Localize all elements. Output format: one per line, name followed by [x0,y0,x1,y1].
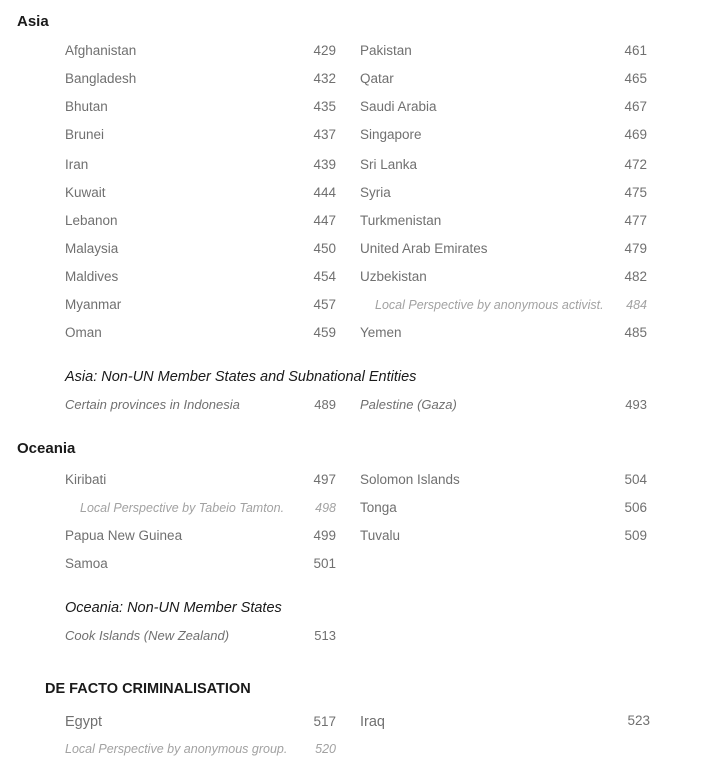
entry-name: Qatar [360,71,394,86]
entry-name: Pakistan [360,43,412,58]
entry-name: Tonga [360,500,397,515]
entry-page: 477 [624,213,647,228]
entry-page: 461 [624,43,647,58]
entry-name: Uzbekistan [360,269,427,284]
section-heading-de-facto: DE FACTO CRIMINALISATION [45,681,251,697]
entry-page: 520 [315,742,336,756]
entry-name: Local Perspective by anonymous group. [65,742,288,756]
subsection-heading-oceania-non-un: Oceania: Non-UN Member States [65,600,282,616]
entry-name: Iraq [360,714,385,730]
entry-name: Samoa [65,556,108,571]
entry-name: Local Perspective by Tabeio Tamton. [80,501,285,515]
entry-name: Oman [65,325,102,340]
entry-name: Brunei [65,127,105,142]
entry-page: 484 [626,298,647,312]
entry-page: 459 [313,325,336,340]
entry-page: 479 [624,241,647,256]
entry-name: United Arab Emirates [360,241,488,256]
entry-page: 447 [313,213,336,228]
subsection-heading-asia-non-un: Asia: Non-UN Member States and Subnational Entities [65,369,417,385]
entry-page: 429 [313,43,336,58]
entry-name: Lebanon [65,213,118,228]
entry-page: 450 [313,241,336,256]
region-heading-oceania: Oceania [17,440,76,457]
entry-page: 472 [624,157,647,172]
entry-name: Solomon Islands [360,472,460,487]
entry-page: 513 [314,628,336,643]
entry-name: Local Perspective by anonymous activist. [375,298,604,312]
entry-name: Kuwait [65,185,106,200]
entry-name: Tuvalu [360,528,401,543]
entry-page: 501 [313,556,336,571]
entry-page: 475 [624,185,647,200]
entry-page: 444 [313,185,336,200]
entry-name: Afghanistan [65,43,137,58]
entry-page: 465 [624,71,647,86]
entry-page: 469 [624,127,647,142]
entry-page: 509 [624,528,647,543]
entry-name: Yemen [360,325,402,340]
entry-page: 437 [313,127,336,142]
entry-name: Singapore [360,127,422,142]
entry-name: Maldives [65,269,119,284]
entry-name: Egypt [65,714,103,730]
entry-name: Kiribati [65,472,107,487]
entry-page: 435 [313,99,336,114]
entry-page: 497 [313,472,336,487]
entry-page: 485 [624,325,647,340]
entry-page: 457 [313,297,336,312]
entry-page: 517 [313,714,336,729]
entry-name: Papua New Guinea [65,528,183,543]
entry-name: Saudi Arabia [360,99,437,114]
entry-page: 489 [314,397,336,412]
entry-name: Myanmar [65,297,122,312]
entry-name: Sri Lanka [360,157,418,172]
entry-name: Bhutan [65,99,108,114]
entry-name: Syria [360,185,391,200]
entry-page: 467 [624,99,647,114]
entry-name: Bangladesh [65,71,137,86]
entry-name: Malaysia [65,241,119,256]
entry-page: 499 [313,528,336,543]
entry-page: 506 [624,500,647,515]
entry-name: Certain provinces in Indonesia [65,397,240,412]
entry-name: Cook Islands (New Zealand) [65,628,230,643]
entry-page: 432 [313,71,336,86]
entry-page: 523 [627,713,650,728]
entry-name: Palestine (Gaza) [360,397,457,412]
entry-name: Turkmenistan [360,213,442,228]
region-heading-asia: Asia [17,13,49,30]
entry-page: 454 [313,269,336,284]
entry-name: Iran [65,157,89,172]
entry-page: 439 [313,157,336,172]
entry-page: 498 [315,501,336,515]
entry-page: 504 [624,472,647,487]
entry-page: 493 [625,397,647,412]
entry-page: 482 [624,269,647,284]
